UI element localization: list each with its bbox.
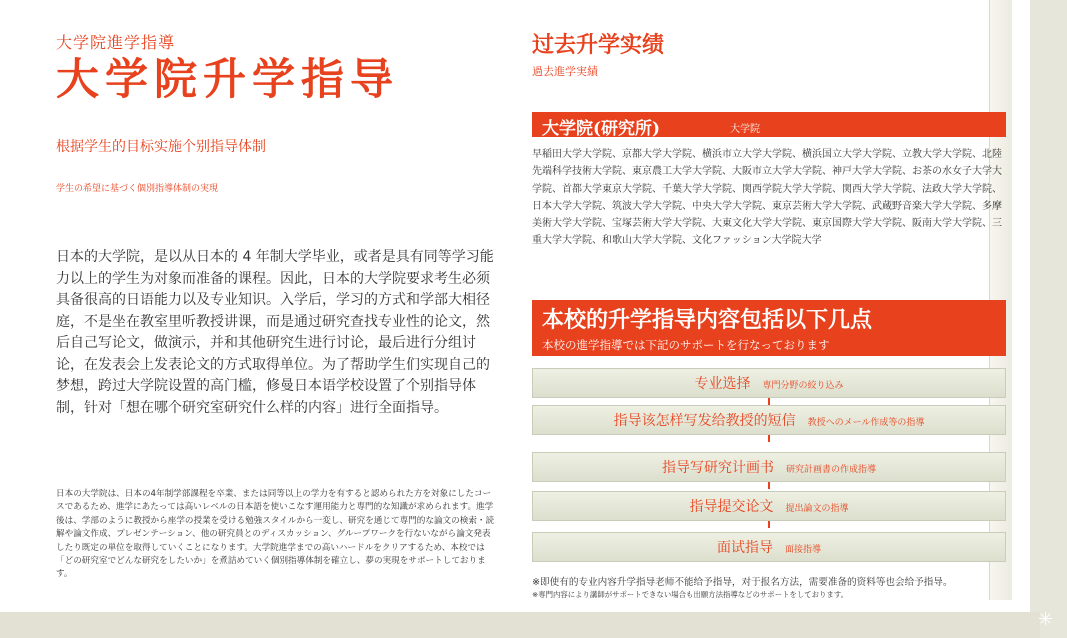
step-item bbox=[532, 452, 1006, 482]
footnote-japanese: ※専門内容により講師がサポートできない場合も出願方法指導などのサポートをしております。 bbox=[532, 590, 849, 599]
step-label: 专业选择 bbox=[694, 376, 751, 392]
university-list: 早稲田大学大学院、京都大学大学院、横浜市立大学大学院、横浜国立大学大学院、立教大学大学院、北陸先端科学技術大学院、東京農工大学大学院、大阪市立大学大学院、神戸大学大学院、お茶の水女子大学大学院、首都大学東京大学院、千葉大学大学院、関西学院大学大学院、関西大学大学院、法政大学大学院、日本大学大学院、筑波大学大学院、中央大学大学院、東京芸術大学大学院、武蔵野音楽大学大学院、多摩美術大学大学院、宝塚芸術大学大学院、大東文化大学大学院、東京国際大学大学院、阪南大学大学院、三重大学大学院、和歌山大学大学院、文化ファッション大学院大学 bbox=[532, 149, 1002, 247]
step-connector bbox=[768, 482, 770, 489]
section-title-main: 大学院升学指导 bbox=[56, 55, 399, 105]
section-title-small: 大学院進学指導 bbox=[56, 33, 176, 52]
step-label-japanese: 面接指導 bbox=[784, 545, 821, 555]
step-item bbox=[532, 368, 1006, 398]
step-label: 指导写研究计画书 bbox=[661, 460, 774, 476]
step-connector bbox=[768, 521, 770, 528]
step-label-japanese: 専門分野の絞り込み bbox=[762, 381, 844, 391]
subtitle-japanese: 学生の希望に基づく個別指導体制の実現 bbox=[56, 184, 219, 194]
step-item bbox=[532, 532, 1006, 562]
step-label: 指导该怎样写发给教授的短信 bbox=[613, 413, 796, 429]
step-label: 面试指导 bbox=[716, 540, 773, 556]
guidance-title-japanese: 本校の進学指導では下記のサポートを行なっております bbox=[542, 338, 830, 352]
guidance-title: 本校的升学指导内容包括以下几点 bbox=[542, 307, 873, 333]
results-title: 过去升学实绩 bbox=[532, 32, 665, 58]
step-connector bbox=[768, 398, 770, 405]
footnote-chinese: ※即使有的专业内容升学指导老师不能给予指导，对于报名方法，需要准备的资料等也会给予指导。 bbox=[532, 577, 953, 588]
step-label-japanese: 提出論文の指導 bbox=[785, 504, 849, 514]
graduate-school-title: 大学院(研究所) bbox=[542, 119, 661, 139]
body-text-chinese: 日本的大学院，是以从日本的 4 年制大学毕业，或者是具有同等学习能力以上的学生为对象而准备的课程。因此，日本的大学院要求考生必须具备很高的日语能力以及专业知识。入学后，学习的方式和学部大相径庭，不是坐在教室里听教授讲课，而是通过研究查找专业性的论文，然后自己写论文，做演示，并和其他研究生进行讨论，最后进行分组讨论，在发表会上发表论文的方式取得单位。为了帮助学生们实现自己的梦想，跨过大学院设置的高门槛，修曼日本语学校设置了个别指导体制，针对「想在哪个研究室研究什么样的内容」进行全面指导。 bbox=[56, 249, 494, 416]
graduate-school-header bbox=[532, 112, 1006, 137]
step-label-japanese: 研究計画書の作成指導 bbox=[785, 465, 876, 475]
step-label: 指导提交论文 bbox=[689, 499, 774, 515]
step-item bbox=[532, 405, 1006, 435]
step-label-japanese: 教授へのメール作成等の指導 bbox=[807, 418, 925, 428]
body-text-japanese: 日本の大学院は、日本の4年制学部課程を卒業、または同等以上の学力を有すると認められた方を対象にしたコースであるため、進学にあたっては高いレベルの日本語を使いこなす運用能力と専門的な知識が求められます。進学後は、学部のように教授から座学の授業を受ける勉強スタイルから一変し、研究を通じて専門的な論文の検索・読解や論文作成、プレゼンテーション、他の研究員とのディスカッション、グループワークを行ないながら論文発表したり既定の単位を取得していくことになります。大学院進学までの高いハードルをクリアするため、本校では「どの研究室でどんな研究をしたいか」を煮詰めていく個別指導体制を確立し、夢の実現をサポートしております。 bbox=[56, 489, 495, 580]
guidance-header bbox=[532, 300, 1006, 356]
subtitle-chinese: 根据学生的目标实施个别指导体制 bbox=[56, 139, 266, 155]
step-item bbox=[532, 491, 1006, 521]
graduate-school-title-japanese: 大学院 bbox=[730, 124, 760, 135]
page-bottom-strip bbox=[0, 612, 1040, 638]
step-connector bbox=[768, 435, 770, 442]
results-title-japanese: 過去進学実績 bbox=[532, 65, 598, 78]
sparkle-icon: ✳ bbox=[1037, 609, 1053, 630]
